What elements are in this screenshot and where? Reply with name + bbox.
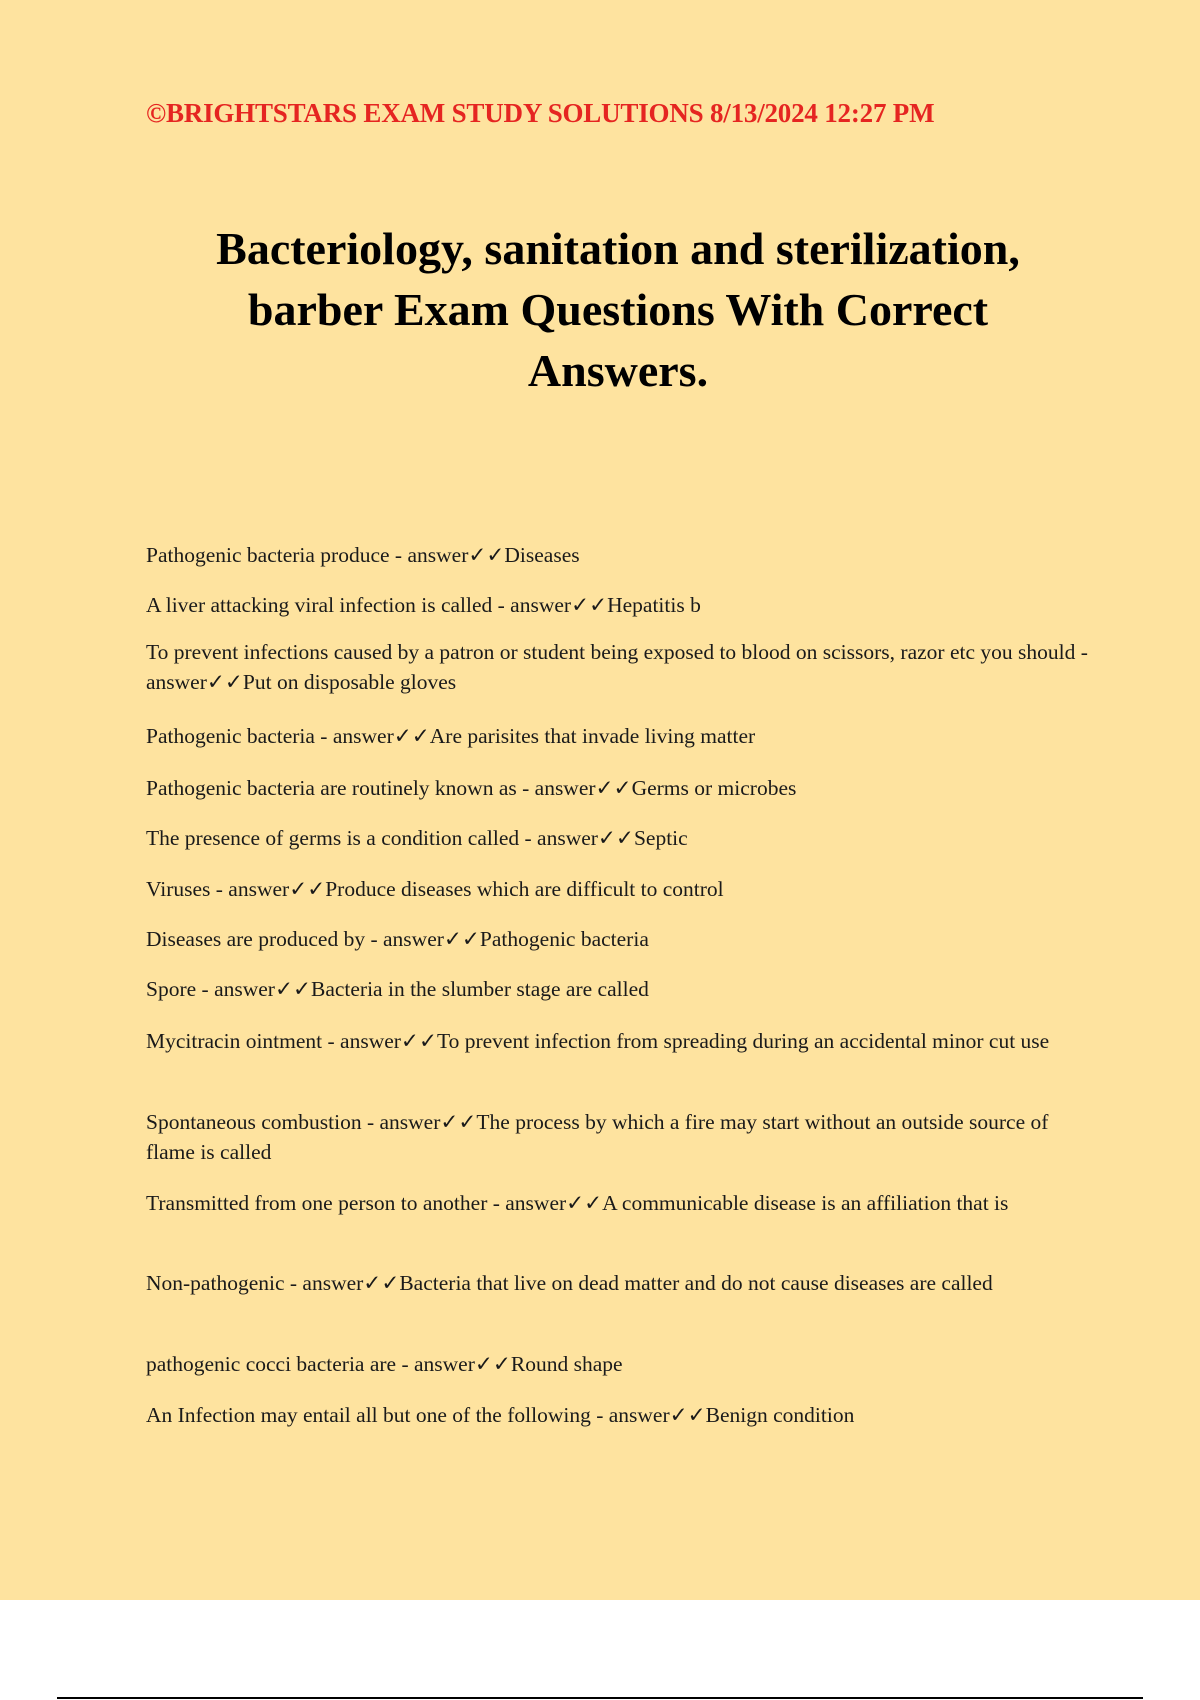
watermark-header: ©BRIGHTSTARS EXAM STUDY SOLUTIONS 8/13/2024 12:27 PM bbox=[146, 98, 935, 128]
qa-item: Spontaneous combustion - answer✓✓The process by which a fire may start without an outside source of flame is called bbox=[146, 1110, 1049, 1164]
qa-item: Pathogenic bacteria - answer✓✓Are parisites that invade living matter bbox=[146, 724, 756, 748]
title-line: Answers. bbox=[527, 345, 709, 396]
document-title bbox=[120, 218, 1116, 401]
qa-item: Viruses - answer✓✓Produce diseases which are difficult to control bbox=[146, 877, 724, 901]
qa-item: A liver attacking viral infection is called - answer✓✓Hepatitis b bbox=[146, 593, 701, 617]
qa-item: Mycitracin ointment - answer✓✓To prevent infection from spreading during an accidental minor cut use bbox=[146, 1029, 1050, 1053]
qa-item: Spore - answer✓✓Bacteria in the slumber stage are called bbox=[146, 977, 649, 1001]
qa-item: To prevent infections caused by a patron or student being exposed to blood on scissors, razor etc you should - answer✓✓Put on disposable gloves bbox=[146, 640, 1088, 694]
title-line: barber Exam Questions With Correct bbox=[247, 284, 989, 335]
qa-item: Pathogenic bacteria are routinely known as - answer✓✓Germs or microbes bbox=[146, 776, 797, 800]
qa-item: pathogenic cocci bacteria are - answer✓✓Round shape bbox=[146, 1352, 623, 1376]
qa-item: Pathogenic bacteria produce - answer✓✓Diseases bbox=[146, 543, 580, 567]
qa-item: Non-pathogenic - answer✓✓Bacteria that live on dead matter and do not cause diseases are called bbox=[146, 1271, 993, 1295]
page-divider bbox=[57, 1697, 1143, 1699]
qa-item: Transmitted from one person to another - answer✓✓A communicable disease is an affiliation that is bbox=[146, 1191, 1009, 1215]
title-line: Bacteriology, sanitation and sterilization, bbox=[216, 223, 1020, 274]
qa-item: The presence of germs is a condition called - answer✓✓Septic bbox=[146, 826, 688, 850]
qa-item: An Infection may entail all but one of the following - answer✓✓Benign condition bbox=[146, 1403, 855, 1427]
qa-item: Diseases are produced by - answer✓✓Pathogenic bacteria bbox=[146, 927, 649, 951]
